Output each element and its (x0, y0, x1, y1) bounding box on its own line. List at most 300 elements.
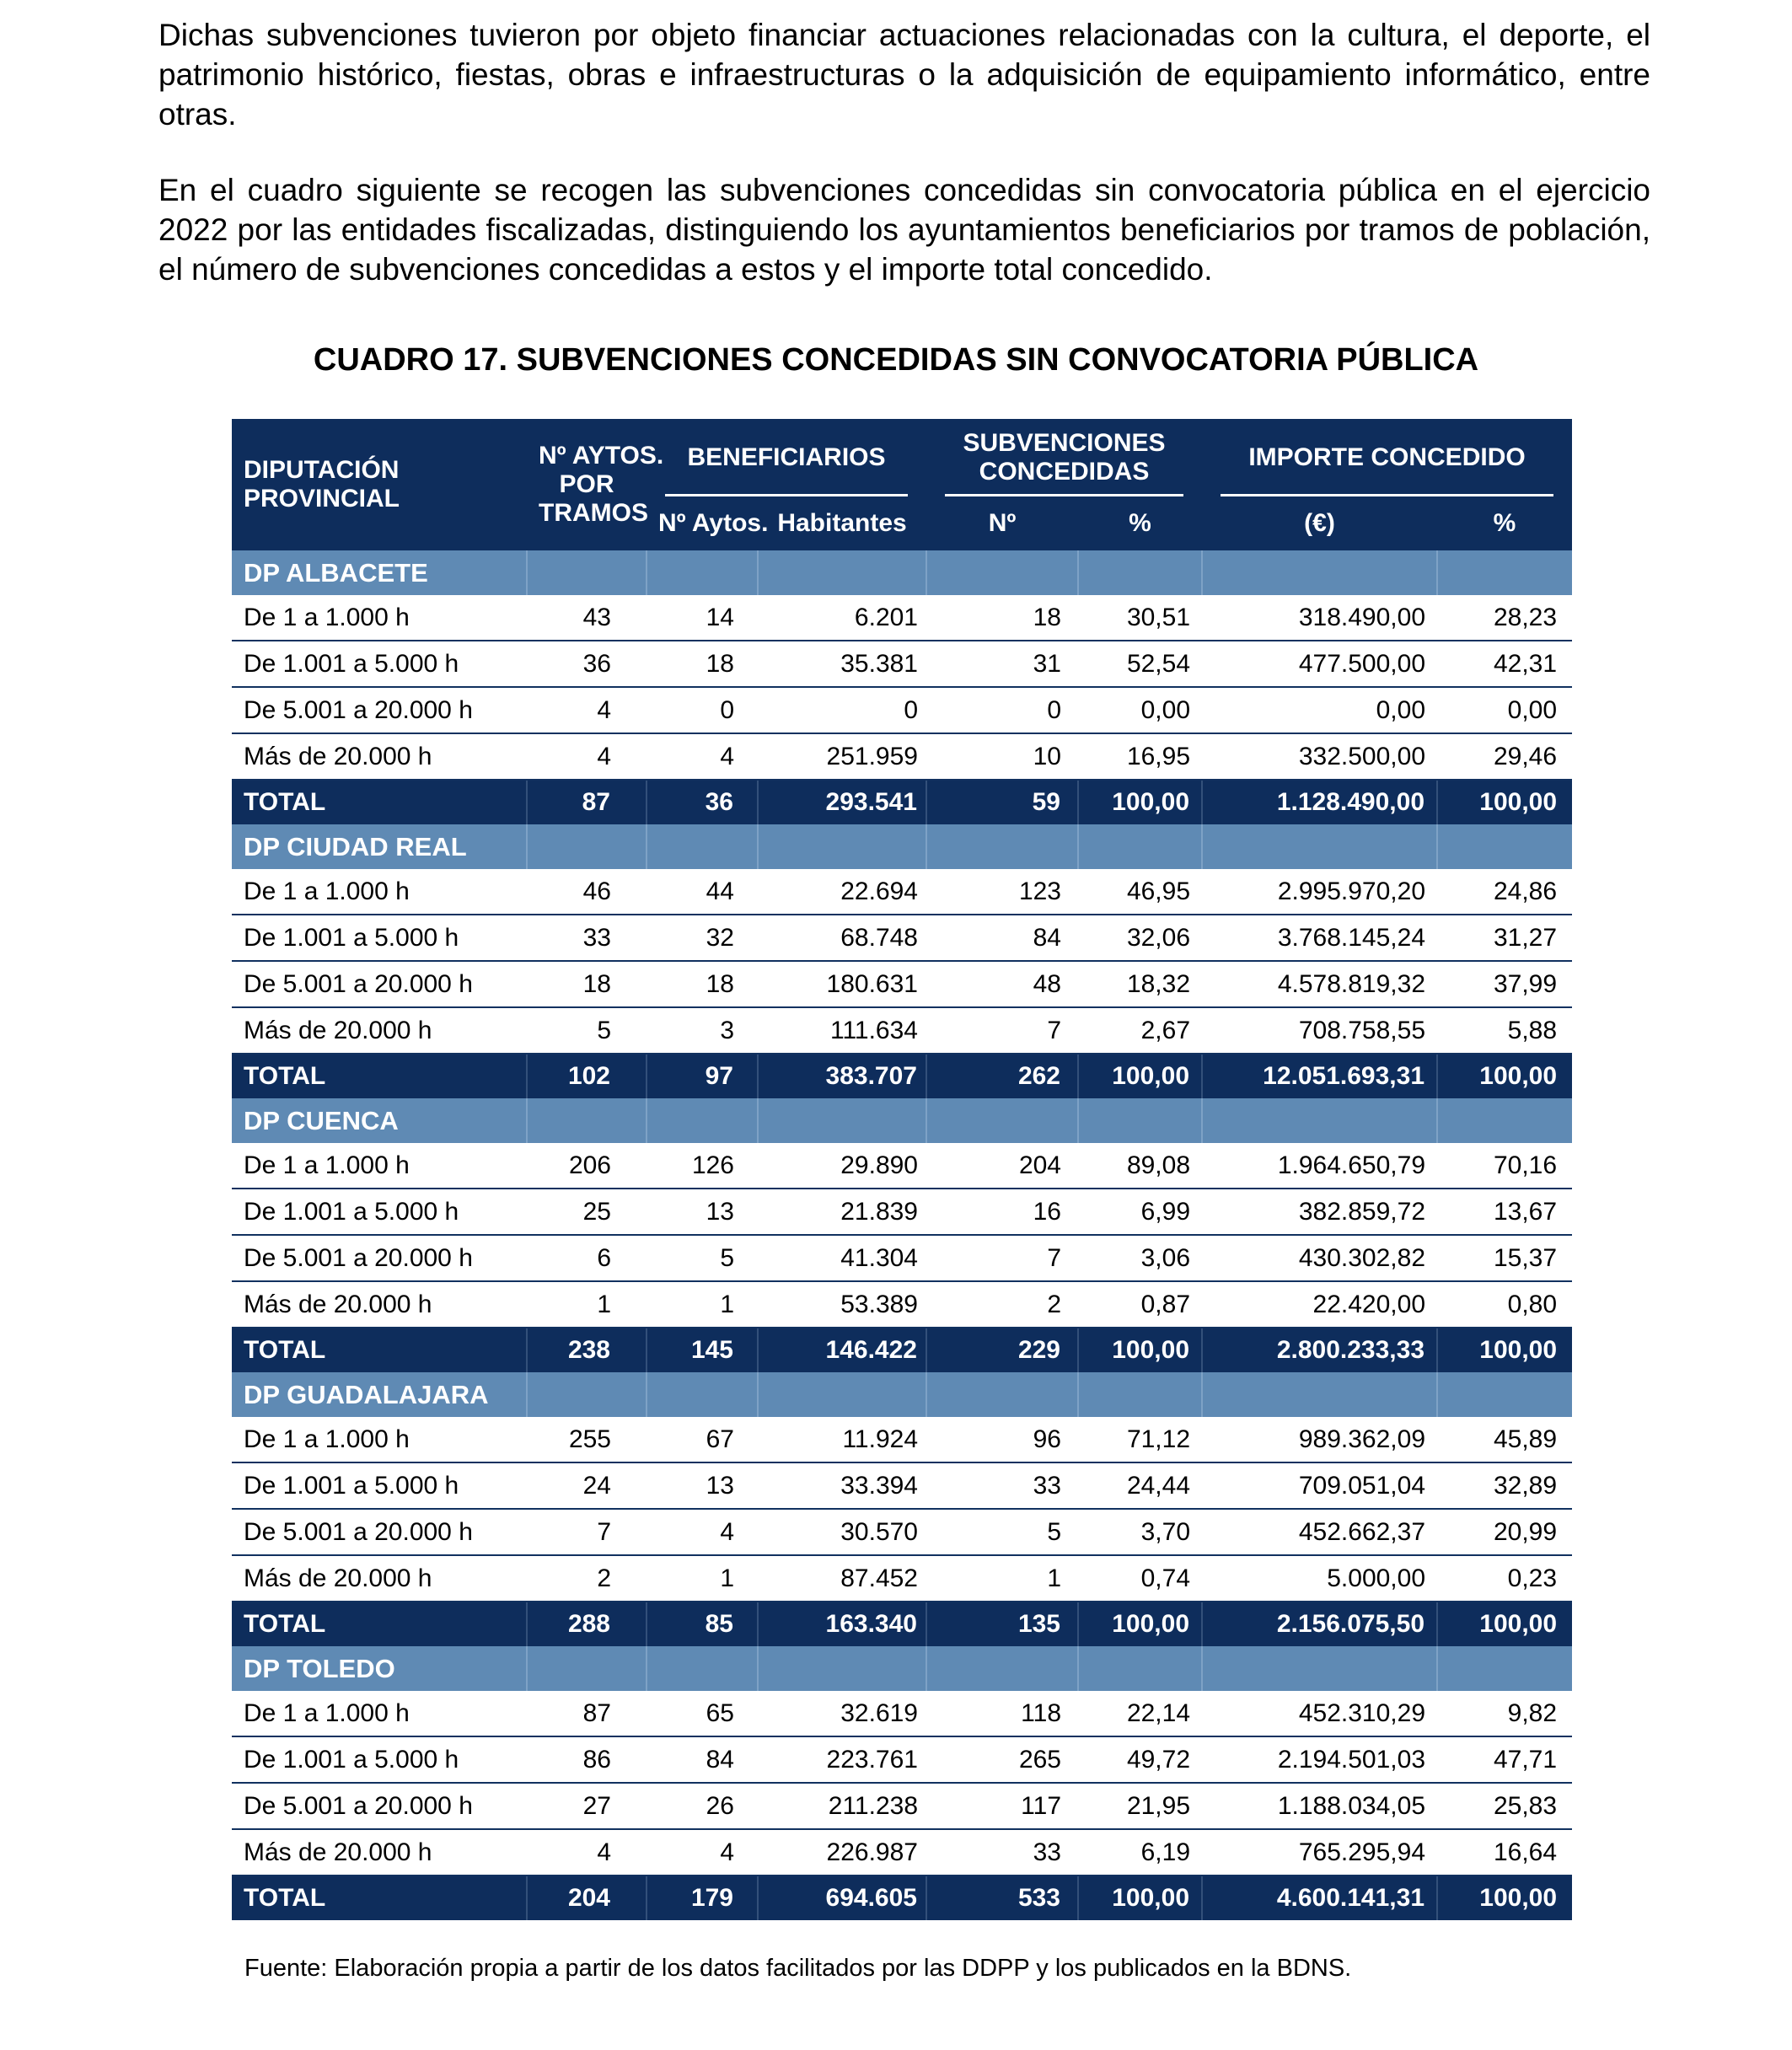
table-cell: 30,51 (1078, 595, 1202, 641)
table-source-note: Fuente: Elaboración propia a partir de los datos facilitados por las DDPP y los publicados en la BDNS. (244, 1955, 1352, 1982)
table-cell: 6 (527, 1235, 647, 1281)
group-band-cell (758, 1646, 926, 1691)
table-cell: 18 (926, 595, 1078, 641)
header-subvenciones-line2: CONCEDIDAS (979, 458, 1150, 486)
total-label: TOTAL (232, 1328, 527, 1372)
table-cell: 65 (647, 1691, 758, 1736)
table-cell: 24,86 (1437, 869, 1572, 915)
table-cell: 1 (527, 1281, 647, 1328)
table-cell: 21,95 (1078, 1783, 1202, 1829)
table-cell: 22.420,00 (1202, 1281, 1437, 1328)
table-cell: 86 (527, 1736, 647, 1783)
total-cell: 293.541 (758, 780, 926, 824)
table-cell: 0,00 (1078, 687, 1202, 733)
header-beneficiarios (647, 419, 926, 496)
table-cell: 43 (527, 595, 647, 641)
table-cell: 7 (926, 1235, 1078, 1281)
group-band-cell (926, 1372, 1078, 1417)
table-row (232, 1691, 1572, 1736)
group-band-cell (527, 824, 647, 869)
table-cell: 3 (647, 1007, 758, 1054)
row-label: De 5.001 a 20.000 h (232, 1235, 527, 1281)
total-cell: 85 (647, 1602, 758, 1646)
total-cell: 100,00 (1437, 1602, 1572, 1646)
group-header-row (232, 824, 1572, 869)
table-row (232, 1829, 1572, 1876)
header-subvenciones (926, 419, 1202, 496)
total-label: TOTAL (232, 1602, 527, 1646)
table-cell: 708.758,55 (1202, 1007, 1437, 1054)
group-band-cell (1202, 1098, 1437, 1143)
table-cell: 0,00 (1437, 687, 1572, 733)
table-row (232, 1462, 1572, 1509)
total-cell: 179 (647, 1876, 758, 1920)
total-cell: 288 (527, 1602, 647, 1646)
subheader-pct-importe: % (1493, 509, 1516, 537)
header-diputacion-line1: DIPUTACIÓN (244, 456, 400, 484)
row-label: De 1 a 1.000 h (232, 1691, 527, 1736)
total-cell: 135 (926, 1602, 1078, 1646)
row-label: De 1 a 1.000 h (232, 595, 527, 641)
table-row (232, 687, 1572, 733)
row-label: Más de 20.000 h (232, 1007, 527, 1054)
table-cell: 27 (527, 1783, 647, 1829)
table-cell: 5 (527, 1007, 647, 1054)
table-cell: 0 (758, 687, 926, 733)
header-importe (1202, 419, 1572, 496)
row-label: De 5.001 a 20.000 h (232, 1509, 527, 1555)
table-cell: 2 (926, 1281, 1078, 1328)
total-cell: 2.800.233,33 (1202, 1328, 1437, 1372)
table-cell: 4 (527, 733, 647, 780)
table-cell: 5.000,00 (1202, 1555, 1437, 1602)
table-cell: 1.188.034,05 (1202, 1783, 1437, 1829)
header-aytos-tramos (527, 419, 664, 550)
group-band-cell (527, 550, 647, 595)
table-title: CUADRO 17. SUBVENCIONES CONCEDIDAS SIN CONVOCATORIA PÚBLICA (313, 342, 1479, 378)
group-name: DP GUADALAJARA (232, 1372, 527, 1417)
header-aytos-line2: POR (559, 470, 614, 498)
group-band-cell (758, 1098, 926, 1143)
header-subvenciones-line1: SUBVENCIONES (963, 429, 1166, 457)
subheader-habitantes: Habitantes (777, 509, 907, 537)
table-row (232, 1189, 1572, 1235)
table-cell: 30.570 (758, 1509, 926, 1555)
total-cell: 36 (647, 780, 758, 824)
subvenciones-table (232, 419, 1572, 1920)
table-cell: 0 (647, 687, 758, 733)
table-cell: 13 (647, 1189, 758, 1235)
table-cell: 6,99 (1078, 1189, 1202, 1235)
row-label: Más de 20.000 h (232, 1829, 527, 1876)
table-row (232, 1736, 1572, 1783)
subheader-pct: % (1129, 509, 1151, 537)
table-cell: 35.381 (758, 641, 926, 687)
row-label: De 5.001 a 20.000 h (232, 961, 527, 1007)
table-cell: 9,82 (1437, 1691, 1572, 1736)
table-cell: 206 (527, 1143, 647, 1189)
table-cell: 4 (647, 1829, 758, 1876)
group-band-cell (1437, 1372, 1572, 1417)
table-cell: 25,83 (1437, 1783, 1572, 1829)
table-cell: 5 (647, 1235, 758, 1281)
total-cell: 100,00 (1078, 780, 1202, 824)
table-cell: 4 (527, 1829, 647, 1876)
table-cell: 251.959 (758, 733, 926, 780)
table-cell: 0,00 (1202, 687, 1437, 733)
table-cell: 68.748 (758, 915, 926, 961)
table-cell: 2.194.501,03 (1202, 1736, 1437, 1783)
table-cell: 29.890 (758, 1143, 926, 1189)
row-label: De 1.001 a 5.000 h (232, 1462, 527, 1509)
table-cell: 29,46 (1437, 733, 1572, 780)
subheader-eur: (€) (1304, 509, 1335, 537)
table-cell: 89,08 (1078, 1143, 1202, 1189)
intro-paragraph-2: En el cuadro siguiente se recogen las subvenciones concedidas sin convocatoria pública en el ejercicio 2022 por las entidades fiscalizadas, distinguiendo los ayuntamientos beneficiarios por tramos de población, el número de subvenciones concedidas a estos y el importe total concedido. (158, 173, 1650, 287)
row-label: Más de 20.000 h (232, 733, 527, 780)
table-cell: 477.500,00 (1202, 641, 1437, 687)
table-cell: 452.662,37 (1202, 1509, 1437, 1555)
row-label: Más de 20.000 h (232, 1281, 527, 1328)
group-band-cell (1078, 1098, 1202, 1143)
total-cell: 97 (647, 1054, 758, 1098)
total-cell: 100,00 (1078, 1054, 1202, 1098)
group-band-cell (926, 1098, 1078, 1143)
table-cell: 2 (527, 1555, 647, 1602)
table-cell: 21.839 (758, 1189, 926, 1235)
table-cell: 118 (926, 1691, 1078, 1736)
table-cell: 382.859,72 (1202, 1189, 1437, 1235)
table-cell: 13,67 (1437, 1189, 1572, 1235)
group-name: DP ALBACETE (232, 550, 527, 595)
table-cell: 3,70 (1078, 1509, 1202, 1555)
intro-paragraph-1: Dichas subvenciones tuvieron por objeto financiar actuaciones relacionadas con la cultura, el deporte, el patrimonio histórico, fiestas, obras e infraestructuras o la adquisición de equipamiento informático, entre otras. (158, 18, 1650, 131)
table-cell: 48 (926, 961, 1078, 1007)
table-cell: 22,14 (1078, 1691, 1202, 1736)
group-header-row (232, 1372, 1572, 1417)
table-cell: 32 (647, 915, 758, 961)
table-cell: 3.768.145,24 (1202, 915, 1437, 961)
table-cell: 765.295,94 (1202, 1829, 1437, 1876)
table-cell: 32,06 (1078, 915, 1202, 961)
total-cell: 100,00 (1078, 1328, 1202, 1372)
total-cell: 87 (527, 780, 647, 824)
group-name: DP CIUDAD REAL (232, 824, 527, 869)
group-band-cell (527, 1098, 647, 1143)
header-importe-label: IMPORTE CONCEDIDO (1248, 443, 1526, 471)
row-label: De 1 a 1.000 h (232, 869, 527, 915)
table-cell: 5,88 (1437, 1007, 1572, 1054)
group-band-cell (1437, 1646, 1572, 1691)
total-cell: 163.340 (758, 1602, 926, 1646)
total-row (232, 780, 1572, 824)
group-band-cell (926, 824, 1078, 869)
table-row (232, 1007, 1572, 1054)
total-row (232, 1876, 1572, 1920)
total-row (232, 1054, 1572, 1098)
group-band-cell (758, 1372, 926, 1417)
total-cell: 4.600.141,31 (1202, 1876, 1437, 1920)
group-band-cell (1202, 1372, 1437, 1417)
group-band-cell (1437, 550, 1572, 595)
group-band-cell (758, 550, 926, 595)
total-cell: 238 (527, 1328, 647, 1372)
total-cell: 533 (926, 1876, 1078, 1920)
table-cell: 13 (647, 1462, 758, 1509)
table-cell: 452.310,29 (1202, 1691, 1437, 1736)
table-cell: 15,37 (1437, 1235, 1572, 1281)
table-cell: 2.995.970,20 (1202, 869, 1437, 915)
table-cell: 18 (527, 961, 647, 1007)
total-cell: 229 (926, 1328, 1078, 1372)
table-cell: 3,06 (1078, 1235, 1202, 1281)
group-band-cell (1078, 550, 1202, 595)
table-cell: 42,31 (1437, 641, 1572, 687)
table-cell: 10 (926, 733, 1078, 780)
subheader-n: Nº (988, 509, 1017, 537)
table-cell: 46 (527, 869, 647, 915)
table-cell: 45,89 (1437, 1417, 1572, 1462)
row-label: Más de 20.000 h (232, 1555, 527, 1602)
total-cell: 100,00 (1437, 1876, 1572, 1920)
table-cell: 318.490,00 (1202, 595, 1437, 641)
group-band-cell (527, 1646, 647, 1691)
header-diputacion-line2: PROVINCIAL (244, 485, 400, 512)
group-band-cell (647, 1646, 758, 1691)
table-cell: 18 (647, 641, 758, 687)
table-cell: 87 (527, 1691, 647, 1736)
total-cell: 59 (926, 780, 1078, 824)
group-band-cell (647, 1372, 758, 1417)
header-beneficiarios-label: BENEFICIARIOS (687, 443, 886, 471)
group-band-cell (1437, 1098, 1572, 1143)
total-row (232, 1328, 1572, 1372)
group-header-row (232, 1098, 1572, 1143)
table-cell: 87.452 (758, 1555, 926, 1602)
table-cell: 204 (926, 1143, 1078, 1189)
table-cell: 20,99 (1437, 1509, 1572, 1555)
subheader-aytos: Nº Aytos. (658, 509, 769, 537)
table-row (232, 1417, 1572, 1462)
total-cell: 383.707 (758, 1054, 926, 1098)
table-cell: 33 (527, 915, 647, 961)
table-cell: 24 (527, 1462, 647, 1509)
total-cell: 100,00 (1437, 1054, 1572, 1098)
header-underline (945, 494, 1183, 496)
table-cell: 32,89 (1437, 1462, 1572, 1509)
table-cell: 53.389 (758, 1281, 926, 1328)
table-cell: 26 (647, 1783, 758, 1829)
header-underline (1221, 494, 1553, 496)
table-cell: 4 (527, 687, 647, 733)
table-cell: 180.631 (758, 961, 926, 1007)
table-cell: 70,16 (1437, 1143, 1572, 1189)
table-cell: 44 (647, 869, 758, 915)
table-cell: 31,27 (1437, 915, 1572, 961)
table-cell: 33.394 (758, 1462, 926, 1509)
table-row (232, 733, 1572, 780)
table-cell: 111.634 (758, 1007, 926, 1054)
table-cell: 36 (527, 641, 647, 687)
table-cell: 18,32 (1078, 961, 1202, 1007)
table-cell: 33 (926, 1829, 1078, 1876)
group-name: DP TOLEDO (232, 1646, 527, 1691)
table-cell: 0,87 (1078, 1281, 1202, 1328)
table-cell: 84 (647, 1736, 758, 1783)
table-cell: 211.238 (758, 1783, 926, 1829)
table-cell: 11.924 (758, 1417, 926, 1462)
table-cell: 16,64 (1437, 1829, 1572, 1876)
table-row (232, 595, 1572, 641)
table-cell: 41.304 (758, 1235, 926, 1281)
table-cell: 117 (926, 1783, 1078, 1829)
table-row (232, 1143, 1572, 1189)
table-body (232, 550, 1572, 1920)
table-cell: 2,67 (1078, 1007, 1202, 1054)
table-cell: 0,80 (1437, 1281, 1572, 1328)
total-cell: 12.051.693,31 (1202, 1054, 1437, 1098)
total-row (232, 1602, 1572, 1646)
table-cell: 52,54 (1078, 641, 1202, 687)
total-cell: 694.605 (758, 1876, 926, 1920)
table-cell: 0 (926, 687, 1078, 733)
table-cell: 31 (926, 641, 1078, 687)
group-band-cell (647, 550, 758, 595)
table-cell: 4 (647, 733, 758, 780)
table-cell: 226.987 (758, 1829, 926, 1876)
total-cell: 204 (527, 1876, 647, 1920)
total-cell: 145 (647, 1328, 758, 1372)
table-cell: 7 (527, 1509, 647, 1555)
table-cell: 265 (926, 1736, 1078, 1783)
row-label: De 1.001 a 5.000 h (232, 641, 527, 687)
table-cell: 1 (647, 1555, 758, 1602)
group-band-cell (1437, 824, 1572, 869)
group-band-cell (647, 824, 758, 869)
group-band-cell (1202, 1646, 1437, 1691)
total-label: TOTAL (232, 1876, 527, 1920)
table-cell: 25 (527, 1189, 647, 1235)
total-cell: 100,00 (1437, 780, 1572, 824)
total-cell: 146.422 (758, 1328, 926, 1372)
header-underline (665, 494, 908, 496)
group-band-cell (1202, 550, 1437, 595)
table-cell: 96 (926, 1417, 1078, 1462)
table-cell: 430.302,82 (1202, 1235, 1437, 1281)
table-cell: 223.761 (758, 1736, 926, 1783)
table-cell: 71,12 (1078, 1417, 1202, 1462)
table-cell: 332.500,00 (1202, 733, 1437, 780)
table-cell: 6.201 (758, 595, 926, 641)
total-cell: 100,00 (1078, 1876, 1202, 1920)
table-cell: 989.362,09 (1202, 1417, 1437, 1462)
group-band-cell (1078, 1646, 1202, 1691)
header-aytos-line1: Nº AYTOS. (539, 442, 664, 470)
table-cell: 22.694 (758, 869, 926, 915)
table-cell: 16,95 (1078, 733, 1202, 780)
header-row-top (232, 419, 1572, 496)
total-cell: 1.128.490,00 (1202, 780, 1437, 824)
table-cell: 4.578.819,32 (1202, 961, 1437, 1007)
row-label: De 1 a 1.000 h (232, 1143, 527, 1189)
row-label: De 1.001 a 5.000 h (232, 915, 527, 961)
header-aytos-line3: TRAMOS (539, 499, 648, 527)
group-band-cell (758, 824, 926, 869)
group-header-row (232, 1646, 1572, 1691)
group-header-row (232, 550, 1572, 595)
table-cell: 123 (926, 869, 1078, 915)
table-row (232, 1235, 1572, 1281)
table-cell: 14 (647, 595, 758, 641)
table-cell: 46,95 (1078, 869, 1202, 915)
table-cell: 4 (647, 1509, 758, 1555)
table-row (232, 961, 1572, 1007)
total-cell: 100,00 (1078, 1602, 1202, 1646)
table-cell: 7 (926, 1007, 1078, 1054)
table-cell: 37,99 (1437, 961, 1572, 1007)
row-label: De 5.001 a 20.000 h (232, 1783, 527, 1829)
table-cell: 32.619 (758, 1691, 926, 1736)
table-row (232, 1555, 1572, 1602)
row-label: De 5.001 a 20.000 h (232, 687, 527, 733)
table-row (232, 915, 1572, 961)
row-label: De 1.001 a 5.000 h (232, 1736, 527, 1783)
total-label: TOTAL (232, 780, 527, 824)
group-name: DP CUENCA (232, 1098, 527, 1143)
group-band-cell (647, 1098, 758, 1143)
table-cell: 1 (926, 1555, 1078, 1602)
total-cell: 2.156.075,50 (1202, 1602, 1437, 1646)
group-band-cell (527, 1372, 647, 1417)
total-cell: 102 (527, 1054, 647, 1098)
table-cell: 0,23 (1437, 1555, 1572, 1602)
group-band-cell (1078, 824, 1202, 869)
group-band-cell (1078, 1372, 1202, 1417)
table-row (232, 1281, 1572, 1328)
table-cell: 255 (527, 1417, 647, 1462)
table-cell: 1.964.650,79 (1202, 1143, 1437, 1189)
table-cell: 6,19 (1078, 1829, 1202, 1876)
table-row (232, 1509, 1572, 1555)
header-diputacion (232, 419, 527, 550)
table-cell: 28,23 (1437, 595, 1572, 641)
table-cell: 0,74 (1078, 1555, 1202, 1602)
table-cell: 33 (926, 1462, 1078, 1509)
table-cell: 49,72 (1078, 1736, 1202, 1783)
table-cell: 18 (647, 961, 758, 1007)
table-row (232, 1783, 1572, 1829)
total-cell: 100,00 (1437, 1328, 1572, 1372)
table-cell: 1 (647, 1281, 758, 1328)
table-row (232, 869, 1572, 915)
table-row (232, 641, 1572, 687)
table-cell: 126 (647, 1143, 758, 1189)
table-cell: 5 (926, 1509, 1078, 1555)
table-cell: 709.051,04 (1202, 1462, 1437, 1509)
subvenciones-table-container (232, 419, 1572, 1920)
group-band-cell (926, 1646, 1078, 1691)
group-band-cell (926, 550, 1078, 595)
table-cell: 47,71 (1437, 1736, 1572, 1783)
table-cell: 84 (926, 915, 1078, 961)
table-cell: 67 (647, 1417, 758, 1462)
table-cell: 24,44 (1078, 1462, 1202, 1509)
row-label: De 1.001 a 5.000 h (232, 1189, 527, 1235)
table-cell: 16 (926, 1189, 1078, 1235)
total-cell: 262 (926, 1054, 1078, 1098)
group-band-cell (1202, 824, 1437, 869)
row-label: De 1 a 1.000 h (232, 1417, 527, 1462)
